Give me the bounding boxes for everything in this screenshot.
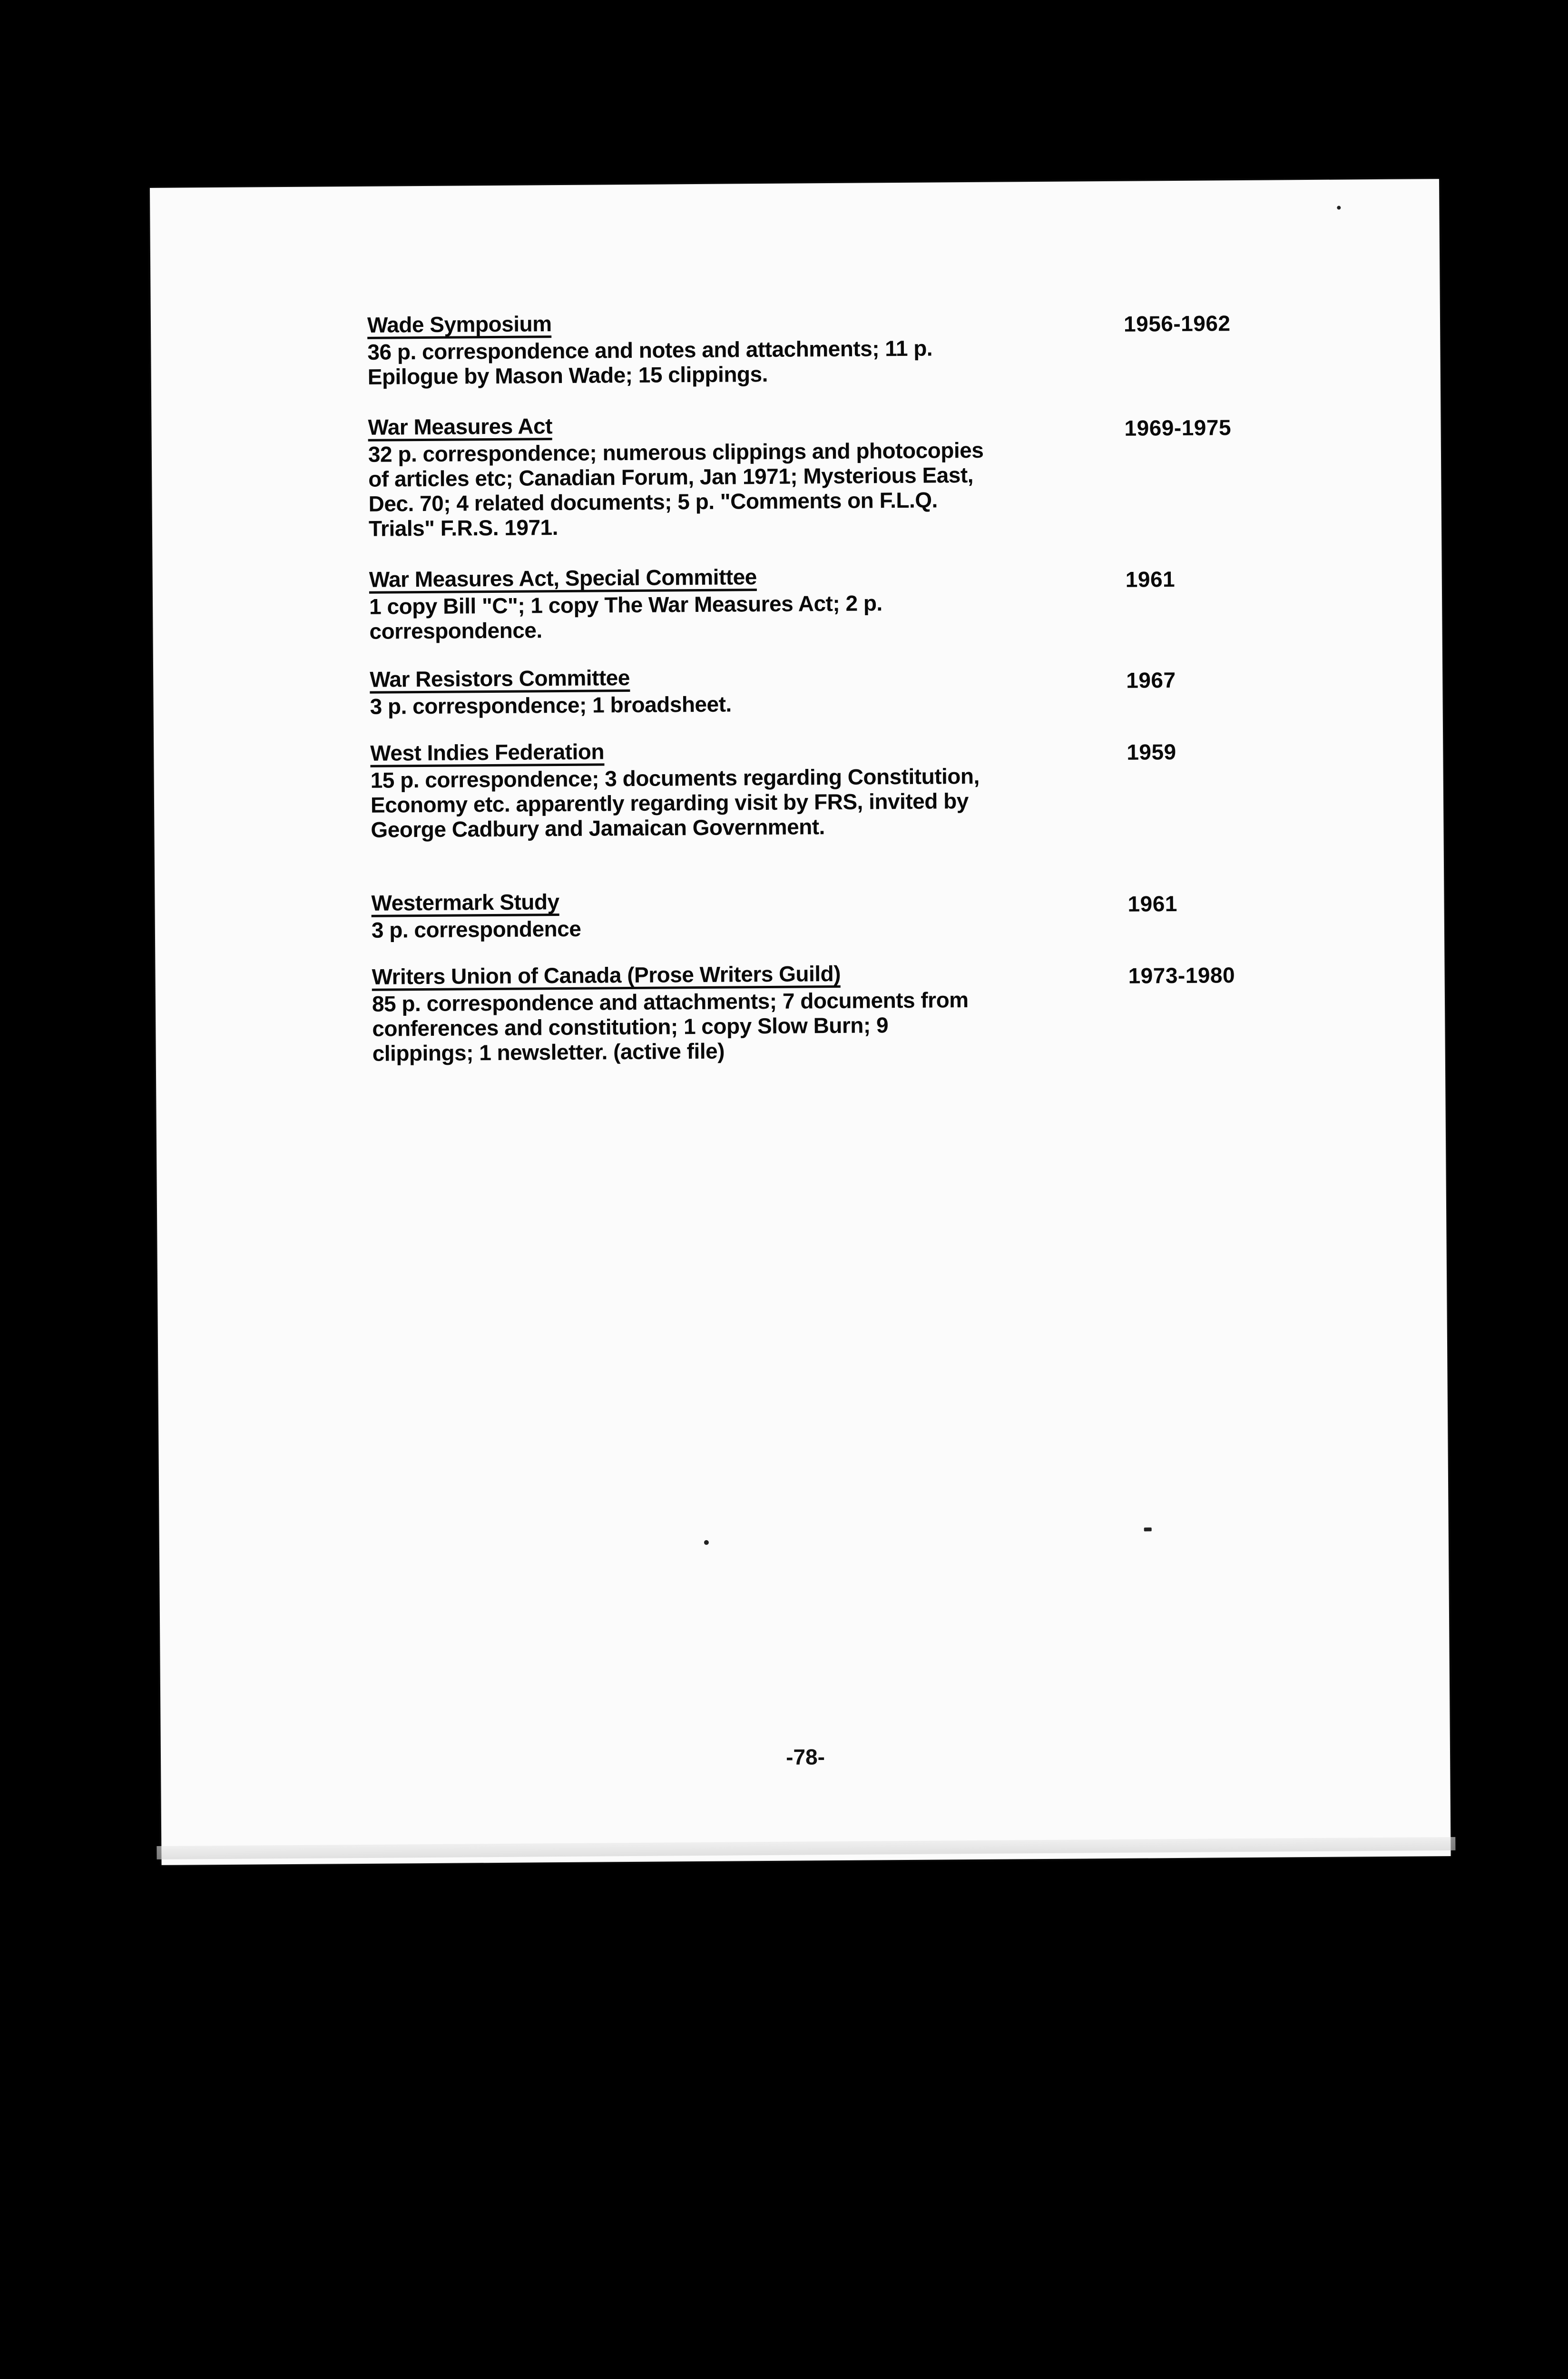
entry-description: 3 p. correspondence; 1 broadsheet. bbox=[370, 691, 732, 719]
entry-title: War Resistors Committee bbox=[370, 666, 630, 694]
entry-body bbox=[372, 959, 1133, 1066]
entry-writers-union-of-canada bbox=[155, 957, 1444, 1066]
page-number: -78- bbox=[785, 1744, 825, 1770]
entry-body bbox=[367, 307, 1129, 389]
entry-body bbox=[368, 410, 1130, 541]
scan-speck bbox=[1144, 1527, 1152, 1531]
entry-body bbox=[369, 562, 1131, 644]
entry-description: 15 p. correspondence; 3 documents regarding Constitution, Economy etc. apparently regarding visit by FRS, invited by George Cadbury and Jamaican Government. bbox=[370, 763, 980, 842]
entry-description: 36 p. correspondence and notes and attachments; 11 p. Epilogue by Mason Wade; 15 clippings. bbox=[367, 335, 933, 389]
entry-title: Wade Symposium bbox=[367, 312, 552, 339]
entry-description: 32 p. correspondence; numerous clippings and photocopies of articles etc; Canadian Forum, Jan 1971; Mysterious East, Dec. 70; 4 related documents; 5 p. "Comments on F.L.Q. Trials" F.R.S. 1971. bbox=[368, 437, 984, 541]
entry-dates: 1969-1975 bbox=[1124, 415, 1232, 441]
entry-dates: 1961 bbox=[1127, 891, 1178, 916]
entry-body bbox=[370, 662, 1131, 719]
entry-dates: 1959 bbox=[1127, 739, 1176, 765]
entry-body bbox=[370, 736, 1132, 842]
entry-dates: 1967 bbox=[1126, 667, 1176, 693]
scan-speck bbox=[704, 1540, 709, 1545]
entry-wade-symposium bbox=[151, 305, 1440, 389]
entry-dates: 1961 bbox=[1125, 566, 1176, 592]
entry-war-measures-act bbox=[151, 407, 1441, 541]
document-page bbox=[150, 179, 1451, 1865]
entry-dates: 1973-1980 bbox=[1128, 963, 1235, 988]
entry-body bbox=[371, 885, 1133, 943]
entry-title: Writers Union of Canada (Prose Writers Guild) bbox=[372, 962, 841, 991]
entry-description: 1 copy Bill "C"; 1 copy The War Measures Act; 2 p. correspondence. bbox=[369, 590, 882, 644]
entry-title: War Measures Act bbox=[368, 414, 552, 442]
entry-war-measures-special-committee bbox=[153, 560, 1442, 644]
entry-war-resistors-committee bbox=[153, 659, 1442, 719]
entry-title: Westermark Study bbox=[371, 890, 559, 917]
entry-westermark-study bbox=[155, 883, 1444, 943]
entry-description: 85 p. correspondence and attachments; 7 documents from conferences and constitution; 1 copy Slow Burn; 9 clippings; 1 newsletter. (active file) bbox=[372, 987, 969, 1066]
entry-title: West Indies Federation bbox=[370, 740, 604, 767]
entry-west-indies-federation bbox=[154, 733, 1443, 842]
scan-speck bbox=[1337, 206, 1341, 210]
entry-description: 3 p. correspondence bbox=[371, 916, 581, 943]
entry-title: War Measures Act, Special Committee bbox=[369, 565, 757, 594]
entry-dates: 1956-1962 bbox=[1123, 311, 1231, 336]
